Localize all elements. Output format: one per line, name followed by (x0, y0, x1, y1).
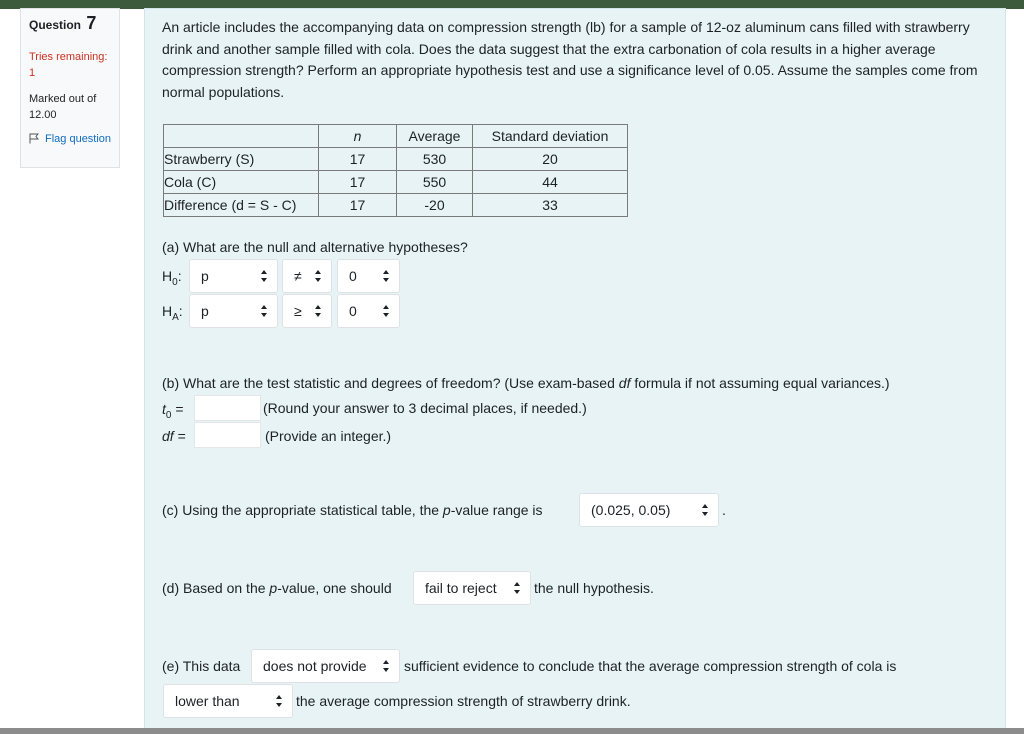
ha-label: $H_A$: (162, 303, 183, 323)
part-a-prompt: (a) What are the null and alternative hypotheses? (162, 239, 468, 255)
data-table (163, 124, 628, 217)
tries-remaining-label: Tries remaining: (29, 51, 108, 63)
table-cell: 44 (473, 171, 628, 194)
table-row (164, 171, 628, 194)
table-cell: 550 (397, 171, 473, 194)
table-cell: 33 (473, 194, 628, 217)
table-cell: 17 (319, 148, 397, 171)
question-info-panel: Question 7 Tries remaining: 1 Marked out of 12.00 Flag question (20, 8, 120, 168)
table-cell: Cola (C) (164, 171, 319, 194)
select-arrows-icon (382, 657, 390, 675)
table-cell: 530 (397, 148, 473, 171)
bottom-edge (0, 728, 1024, 734)
select-arrows-icon (314, 267, 322, 285)
select-arrows-icon (260, 302, 268, 320)
table-row (164, 194, 628, 217)
select-arrows-icon (513, 579, 521, 597)
part-e-middle: sufficient evidence to conclude that the average compression strength of cola is (404, 658, 897, 674)
question-number: Question 7 (29, 13, 97, 33)
t0-hint: (Round your answer to 3 decimal places, if needed.) (263, 400, 587, 416)
df-hint: (Provide an integer.) (265, 428, 392, 444)
table-cell: Strawberry (S) (164, 148, 319, 171)
df-label: df = (162, 428, 186, 444)
df-input[interactable] (194, 422, 261, 448)
part-b-prompt: (b) What are the test statistic and degrees of freedom? (Use exam-based df formula if not assuming equal variances.) (162, 375, 890, 391)
select-arrows-icon (260, 267, 268, 285)
select-arrows-icon (382, 302, 390, 320)
ha-value-select[interactable]: 0 (337, 294, 400, 328)
part-d-prompt: (d) Based on the p-value, one should (162, 580, 392, 596)
table-header-row (164, 125, 628, 148)
question-content (144, 8, 1006, 734)
table-header-cell: n (319, 125, 397, 148)
select-arrows-icon (314, 302, 322, 320)
table-header-cell: Average (397, 125, 473, 148)
select-arrows-icon (382, 267, 390, 285)
t0-label: $t_0$ = (162, 401, 184, 421)
decision-select[interactable]: fail to reject (413, 571, 531, 605)
part-e-prompt: (e) This data (162, 658, 241, 674)
select-arrows-icon (275, 692, 283, 710)
marked-out-of: Marked out of 12.00 (29, 93, 97, 121)
part-e-trailing: the average compression strength of strawberry drink. (296, 693, 631, 709)
h0-operator-select[interactable]: ≠ (282, 259, 332, 293)
table-cell: 17 (319, 171, 397, 194)
h0-parameter-select[interactable]: p (189, 259, 278, 293)
evidence-select[interactable]: does not provide (251, 649, 400, 683)
ha-operator-select[interactable]: ≥ (282, 294, 332, 328)
question-text: An article includes the accompanying data on compression strength (lb) for a sample of 12-oz aluminum cans filled with strawberry drink and another sample filled with cola. Does the data suggest that the extra carbonation of cola results in a higher average compression strength? Perform an appropriate hypothesis test and use a significance level of 0.05. Assume the samples come from normal populations. (162, 19, 978, 100)
table-row (164, 148, 628, 171)
flag-icon (29, 133, 39, 144)
select-arrows-icon (701, 501, 709, 519)
table-header-cell (164, 125, 319, 148)
part-c-period: . (722, 502, 726, 518)
table-cell: Difference (d = S - C) (164, 194, 319, 217)
h0-value-select[interactable]: 0 (337, 259, 400, 293)
h0-label: $H_0$: (162, 268, 182, 288)
table-cell: -20 (397, 194, 473, 217)
table-cell: 17 (319, 194, 397, 217)
p-value-range-select[interactable]: (0.025, 0.05) (579, 493, 719, 527)
comparison-select[interactable]: lower than (163, 684, 293, 718)
table-header-cell: Standard deviation (473, 125, 628, 148)
t0-input[interactable] (194, 395, 261, 421)
part-c-prompt: (c) Using the appropriate statistical table, the p-value range is (162, 502, 543, 518)
tries-remaining-value: 1 (29, 67, 36, 79)
part-d-trailing: the null hypothesis. (534, 580, 654, 596)
table-cell: 20 (473, 148, 628, 171)
ha-parameter-select[interactable]: p (189, 294, 278, 328)
